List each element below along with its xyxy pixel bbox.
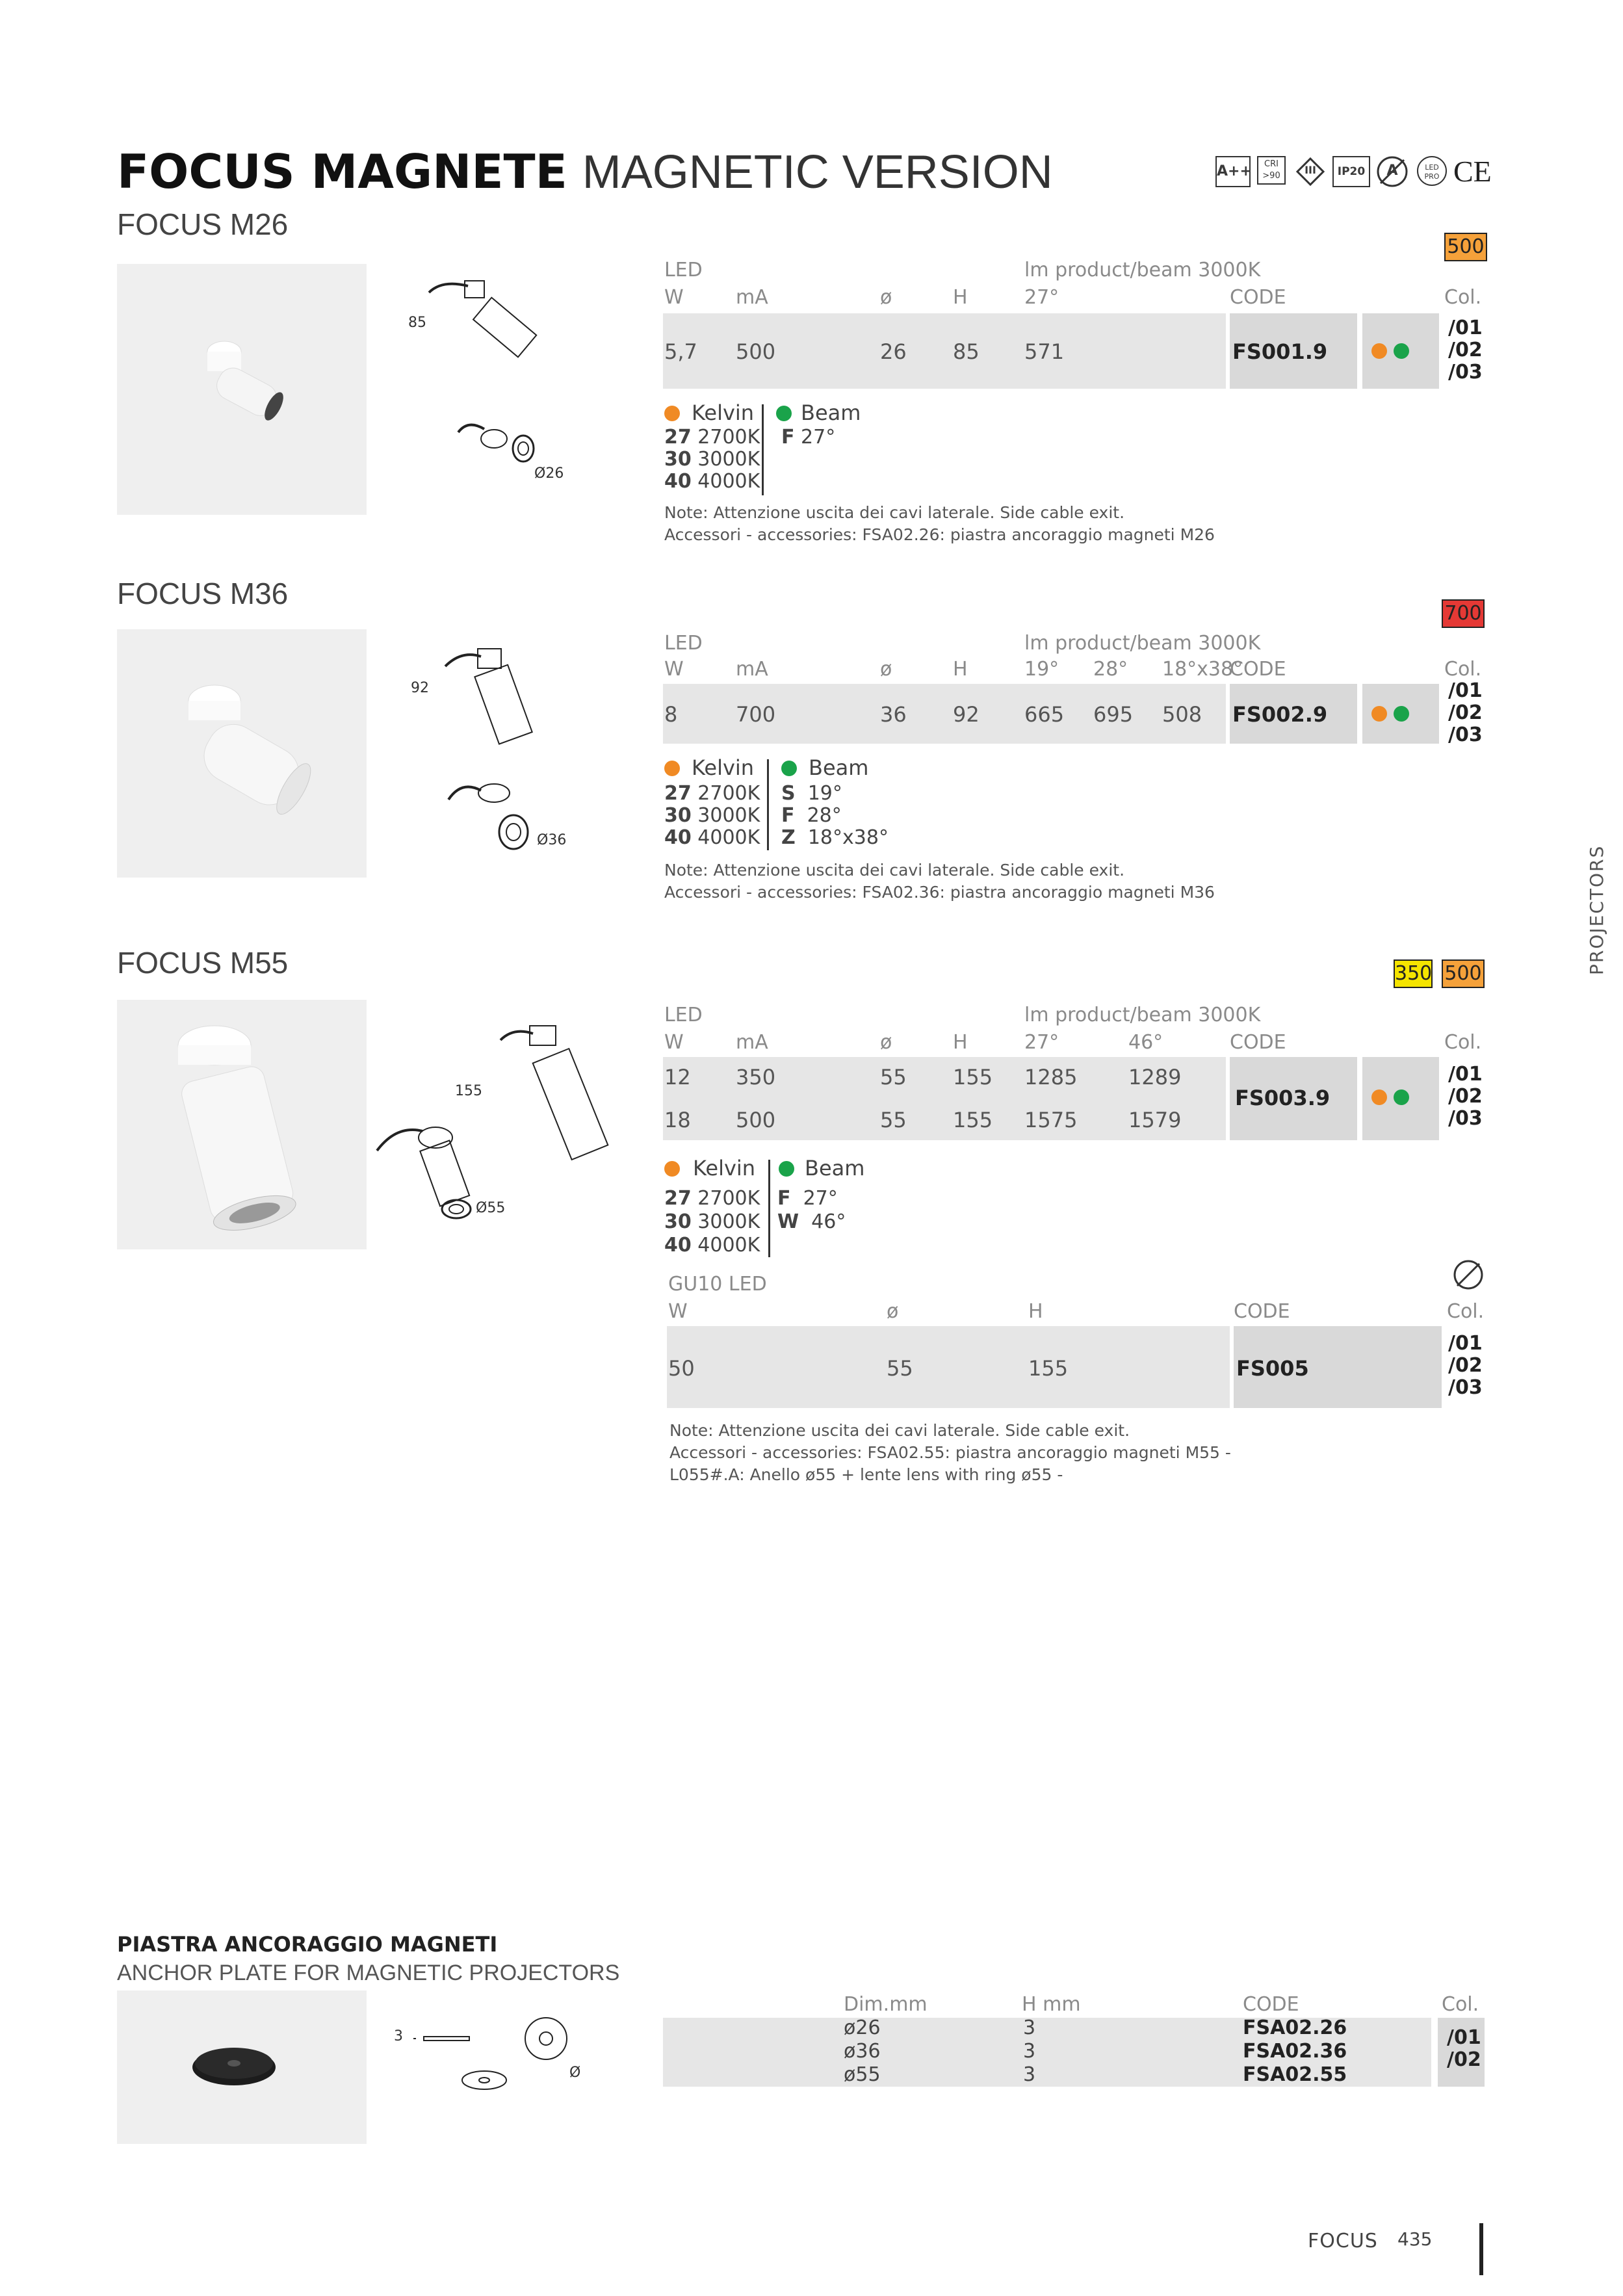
kelvin-item: 27 2700K — [664, 782, 760, 805]
beam-option-dot — [1394, 343, 1409, 359]
technical-drawing-m26 — [403, 273, 598, 494]
gu10-data-row — [667, 1326, 1230, 1408]
m55-row2-b2: 1579 — [1128, 1108, 1182, 1132]
m55-note-cable: Note: Attenzione uscita dei cavi laterale. Side cable exit. — [669, 1421, 1130, 1440]
m55-note-accessories: Accessori - accessories: FSA02.55: piastra ancoraggio magneti M55 - — [669, 1443, 1231, 1462]
plate-col-code: CODE — [1243, 1993, 1299, 2016]
m36-col-col: Col. — [1444, 658, 1482, 681]
m26-col-diam: ø — [880, 286, 892, 309]
color-code: /03 — [1448, 361, 1483, 384]
gu10-col-h: H — [1028, 1300, 1043, 1323]
m55-kelvin-list — [664, 1187, 760, 1257]
legend-separator — [767, 759, 769, 850]
section-title-m55: FOCUS M55 — [117, 946, 289, 980]
class-iii-icon — [1296, 157, 1325, 186]
color-code: /01 — [1447, 2026, 1481, 2049]
m55-led-group: LED — [664, 1004, 703, 1026]
kelvin-option-dot — [1371, 1089, 1387, 1105]
kelvin-option-dot — [1371, 343, 1387, 359]
m36-row-w: 8 — [664, 702, 678, 727]
m36-row-ma: 700 — [736, 702, 776, 727]
m26-col-ma: mA — [736, 286, 768, 309]
gu10-row-w: 50 — [668, 1356, 695, 1381]
title-light: MAGNETIC VERSION — [582, 146, 1053, 198]
m55-col-diam: ø — [880, 1031, 892, 1054]
kelvin-legend-dot — [664, 761, 680, 776]
side-section-label: PROJECTORS — [1586, 844, 1607, 975]
drawing-diameter-m55: Ø55 — [476, 1200, 506, 1216]
gu10-row-h: 155 — [1028, 1356, 1069, 1381]
table-row: ø55 — [844, 2063, 881, 2086]
beam-option-dot — [1394, 1089, 1409, 1105]
beam-item: F 28° — [781, 804, 842, 827]
m36-note-accessories: Accessori - accessories: FSA02.36: piastra ancoraggio magneti M36 — [664, 883, 1215, 902]
gu10-col-w: W — [668, 1300, 688, 1323]
power-badge-700: 700 — [1442, 599, 1485, 628]
color-code: /02 — [1448, 1085, 1483, 1108]
gu10-col-col: Col. — [1447, 1300, 1485, 1323]
kelvin-item: 40 4000K — [664, 470, 760, 493]
section-title-m36: FOCUS M36 — [117, 577, 289, 610]
gu10-group: GU10 LED — [668, 1273, 767, 1296]
kelvin-legend-label: Kelvin — [692, 755, 755, 780]
m26-col-col: Col. — [1444, 286, 1482, 309]
kelvin-item: 27 2700K — [664, 426, 760, 449]
gu10-row-diam: 55 — [887, 1356, 913, 1381]
m36-col-diam: ø — [880, 658, 892, 681]
beam-option-dot — [1394, 706, 1409, 722]
m26-product-code: FS001.9 — [1232, 339, 1328, 364]
legend-separator — [768, 1160, 770, 1257]
beam-legend-dot — [776, 406, 792, 421]
m36-col-b1: 19° — [1024, 658, 1059, 681]
gu10-col-diam: ø — [887, 1300, 899, 1323]
m26-col-h: H — [953, 286, 968, 309]
m36-row-h: 92 — [953, 702, 980, 727]
led-pro-icon: LED PRO — [1417, 156, 1447, 186]
m26-col-b1: 27° — [1024, 286, 1059, 309]
beam-item: W 46° — [777, 1210, 846, 1233]
m36-col-b2: 28° — [1093, 658, 1128, 681]
kelvin-legend-label: Kelvin — [693, 1156, 756, 1181]
m36-row-b1: 665 — [1024, 702, 1065, 727]
beam-legend-dot — [781, 761, 797, 776]
table-row: 3 — [1023, 2016, 1036, 2039]
page-title — [117, 144, 1053, 200]
m55-product-code: FS003.9 — [1235, 1086, 1331, 1110]
drawing-height-m55: 155 — [455, 1083, 482, 1099]
m26-row-w: 5,7 — [664, 339, 697, 364]
plate-drawing-thickness: 3 — [394, 2028, 403, 2044]
m55-row2-ma: 500 — [736, 1108, 776, 1132]
m55-row1-diam: 55 — [880, 1065, 907, 1089]
m26-row-h: 85 — [953, 339, 980, 364]
certification-icons — [1215, 153, 1492, 190]
m26-note-accessories: Accessori - accessories: FSA02.26: piastra ancoraggio magneti M26 — [664, 525, 1215, 544]
energy-class-icon: A++ — [1215, 156, 1251, 187]
kelvin-option-dot — [1371, 706, 1387, 722]
m36-row-b2: 695 — [1093, 702, 1134, 727]
table-row: ø26 — [844, 2016, 881, 2039]
no-insulation-label: A — [1386, 163, 1398, 179]
m55-row2-b1: 1575 — [1024, 1108, 1078, 1132]
plate-dim-list — [844, 2016, 881, 2087]
footer-section: FOCUS — [1308, 2230, 1378, 2252]
m36-col-w: W — [664, 658, 684, 681]
color-code: /02 — [1448, 1354, 1483, 1377]
m36-lm-group: lm product/beam 3000K — [1024, 632, 1261, 655]
drawing-diameter-m26: Ø26 — [534, 465, 564, 482]
color-code: /02 — [1448, 701, 1483, 724]
beam-item: Z 18°x38° — [781, 826, 889, 849]
beam-item: S 19° — [781, 782, 842, 805]
m55-col-b2: 46° — [1128, 1031, 1163, 1054]
m36-row-diam: 36 — [880, 702, 907, 727]
m55-row1-w: 12 — [664, 1065, 691, 1089]
kelvin-item: 30 3000K — [664, 1210, 760, 1233]
m26-col-code: CODE — [1230, 286, 1286, 309]
m55-beam-list — [777, 1187, 846, 1234]
kelvin-item: 30 3000K — [664, 804, 760, 827]
ip20-icon: IP20 — [1332, 156, 1370, 187]
color-code: /01 — [1448, 1063, 1483, 1086]
color-code: /03 — [1448, 1107, 1483, 1130]
m55-row1-ma: 350 — [736, 1065, 776, 1089]
m36-kelvin-list — [664, 783, 760, 849]
page-number: 435 — [1397, 2228, 1433, 2250]
m55-col-b1: 27° — [1024, 1031, 1059, 1054]
m26-row-diam: 26 — [880, 339, 907, 364]
kelvin-item: 27 2700K — [664, 1187, 760, 1210]
power-badge-500: 500 — [1442, 959, 1485, 988]
class-iii-label: III — [1305, 164, 1316, 176]
footer-rule — [1479, 2223, 1483, 2275]
kelvin-legend-dot — [664, 406, 680, 421]
drawing-height-m26: 85 — [408, 315, 426, 331]
drawing-height-m36: 92 — [411, 680, 429, 696]
color-code: /01 — [1448, 679, 1483, 702]
plate-col-dim: Dim.mm — [844, 1993, 928, 2016]
color-code: /01 — [1448, 317, 1483, 339]
table-row: 3 — [1023, 2040, 1036, 2063]
plate-technical-drawing — [396, 2015, 591, 2106]
m26-kelvin-list — [664, 426, 760, 493]
plate-drawing-diameter: Ø — [569, 2065, 581, 2081]
gu10-color-list — [1448, 1333, 1483, 1399]
kelvin-item: 30 3000K — [664, 448, 760, 471]
no-insulation-cover-icon — [1375, 155, 1409, 189]
legend-separator — [762, 404, 764, 495]
table-row: FSA02.55 — [1243, 2063, 1347, 2086]
product-photo-m55 — [117, 1000, 367, 1249]
m55-row1-b2: 1289 — [1128, 1065, 1182, 1089]
m55-note-lens: L055#.A: Anello ø55 + lente lens with ring ø55 - — [669, 1465, 1063, 1484]
m36-col-h: H — [953, 658, 968, 681]
gu10-col-code: CODE — [1234, 1300, 1290, 1323]
m36-product-code: FS002.9 — [1232, 702, 1328, 727]
m55-col-ma: mA — [736, 1031, 768, 1054]
plate-h-list — [1023, 2016, 1035, 2087]
ce-mark-icon: CE — [1453, 155, 1492, 188]
kelvin-legend-label: Kelvin — [692, 400, 755, 425]
plate-col-h: H mm — [1022, 1993, 1081, 2016]
m26-row-b1: 571 — [1024, 339, 1065, 364]
power-badge-500: 500 — [1444, 233, 1487, 261]
m55-col-code: CODE — [1230, 1031, 1286, 1054]
m55-row2-diam: 55 — [880, 1108, 907, 1132]
m36-led-group: LED — [664, 632, 703, 655]
m26-lm-group: lm product/beam 3000K — [1024, 259, 1261, 281]
power-badge-350: 350 — [1394, 959, 1433, 988]
m36-col-b3: 18°x38° — [1162, 658, 1243, 681]
title-bold: FOCUS MAGNETE — [117, 144, 567, 199]
m26-note-cable: Note: Attenzione uscita dei cavi laterale. Side cable exit. — [664, 503, 1125, 522]
color-code: /03 — [1448, 724, 1483, 746]
table-row: 3 — [1023, 2063, 1036, 2086]
technical-drawing-m36 — [403, 637, 598, 871]
m26-beam-list — [781, 426, 835, 449]
m26-col-w: W — [664, 286, 684, 309]
m55-col-col: Col. — [1444, 1031, 1482, 1054]
cri-icon: CRI >90 — [1257, 156, 1286, 185]
color-code: /02 — [1448, 339, 1483, 361]
m55-col-w: W — [664, 1031, 684, 1054]
m36-row-b3: 508 — [1162, 702, 1202, 727]
m26-row-ma: 500 — [736, 339, 776, 364]
beam-legend-label: Beam — [809, 755, 869, 780]
product-photo-m26 — [117, 264, 367, 515]
plate-title: PIASTRA ANCORAGGIO MAGNETI — [117, 1932, 498, 1957]
m26-led-group: LED — [664, 259, 703, 281]
m55-color-list — [1448, 1063, 1483, 1130]
table-row: FSA02.26 — [1243, 2016, 1347, 2039]
beam-item: F 27° — [781, 426, 836, 449]
m36-note-cable: Note: Attenzione uscita dei cavi laterale. Side cable exit. — [664, 861, 1125, 880]
beam-legend-dot — [779, 1161, 794, 1177]
beam-item: F 27° — [777, 1187, 838, 1210]
table-row: ø36 — [844, 2040, 881, 2063]
section-title-m26: FOCUS M26 — [117, 207, 289, 241]
m55-row1-b1: 1285 — [1024, 1065, 1078, 1089]
plate-col-col: Col. — [1442, 1993, 1479, 2016]
product-photo-m36 — [117, 629, 367, 878]
plate-photo — [117, 1990, 367, 2144]
m55-row2-w: 18 — [664, 1108, 691, 1132]
kelvin-legend-dot — [664, 1161, 680, 1177]
m26-color-list — [1448, 317, 1483, 384]
no-insulation-cover-icon — [1452, 1259, 1485, 1291]
color-code: /02 — [1447, 2048, 1481, 2071]
m36-col-code: CODE — [1230, 658, 1286, 681]
m36-color-list — [1448, 680, 1483, 746]
color-code: /03 — [1448, 1376, 1483, 1399]
drawing-diameter-m36: Ø36 — [537, 832, 567, 848]
m36-beam-list — [781, 783, 889, 849]
plate-code-list — [1243, 2016, 1347, 2087]
m55-lm-group: lm product/beam 3000K — [1024, 1004, 1261, 1026]
kelvin-item: 40 4000K — [664, 1234, 760, 1257]
plate-color-list — [1447, 2027, 1481, 2071]
color-code: /01 — [1448, 1332, 1483, 1355]
kelvin-item: 40 4000K — [664, 826, 760, 849]
m55-col-h: H — [953, 1031, 968, 1054]
gu10-product-code: FS005 — [1236, 1356, 1309, 1381]
beam-legend-label: Beam — [805, 1156, 865, 1181]
m55-row2-h: 155 — [953, 1108, 993, 1132]
table-row: FSA02.36 — [1243, 2040, 1347, 2063]
plate-subtitle: ANCHOR PLATE FOR MAGNETIC PROJECTORS — [117, 1961, 620, 1985]
beam-legend-label: Beam — [801, 400, 861, 425]
m36-col-ma: mA — [736, 658, 768, 681]
m55-row1-h: 155 — [953, 1065, 993, 1089]
